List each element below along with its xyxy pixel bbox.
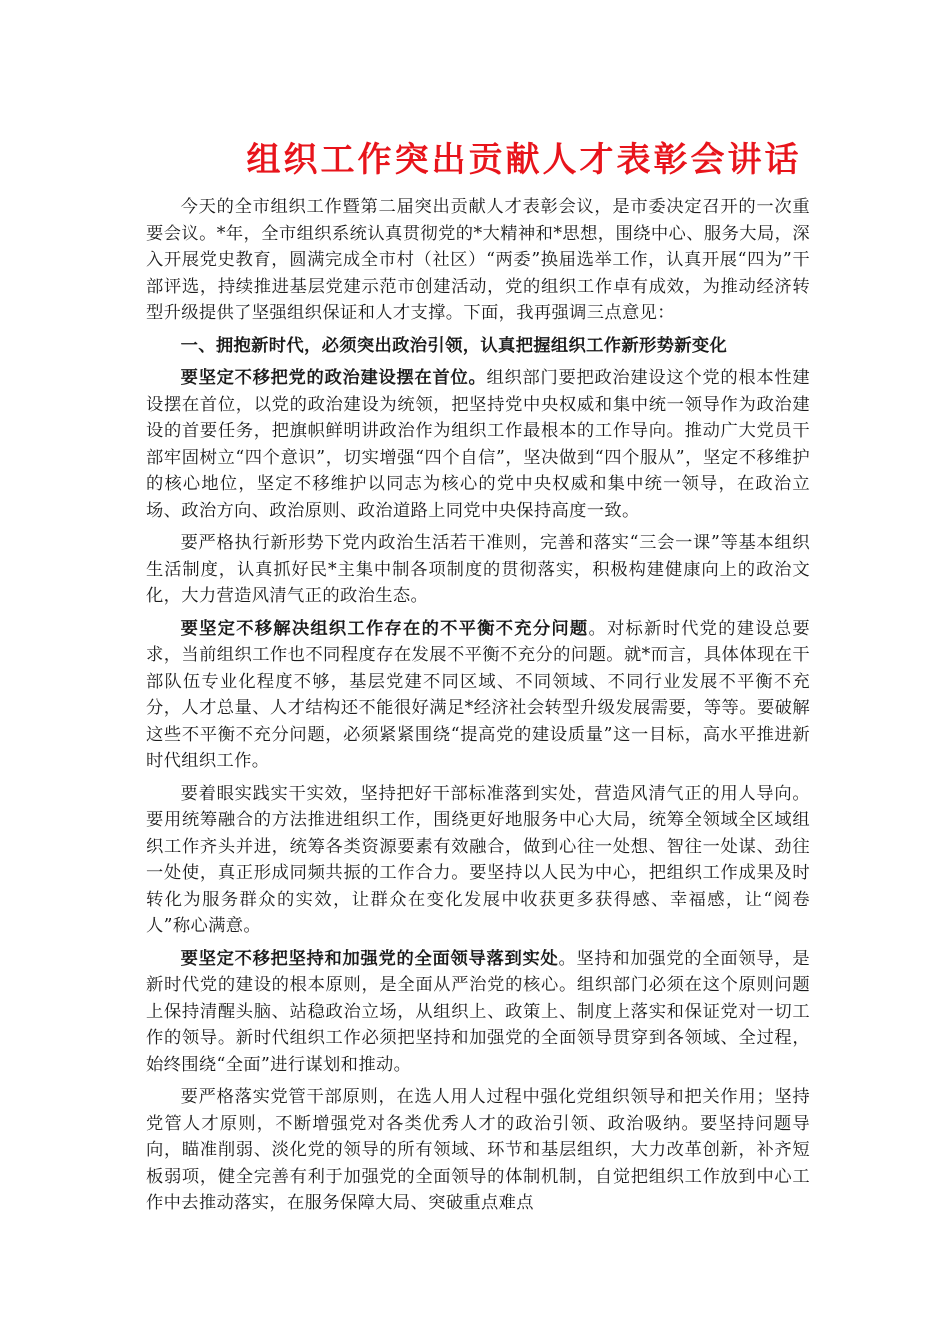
paragraph-leadership	[146, 946, 810, 1079]
paragraph-political-life	[146, 530, 810, 610]
paragraph-text: 组织部门要把政治建设这个党的根本性建设摆在首位，以党的政治建设为统领，把坚持党中央权威和集中统一领导作为政治建设的首要任务，把旗帜鲜明讲政治作为组织工作最根本的工作导向。推动广大党员干部牢固树立“四个意识”，切实增强“四个自信”，坚决做到“四个服从”，坚定不移维护的核心地位，坚定不移维护以同志为核心的党中央权威和集中统一领导，在政治立场、政治方向、政治原则、政治道路上同党中央保持高度一致。	[146, 368, 810, 521]
paragraph-text: 。坚持和加强党的全面领导，是新时代党的建设的根本原则，是全面从严治党的核心。组织部门必须在这个原则问题上保持清醒头脑、站稳政治立场，从组织上、政策上、制度上落实和保证党对一切工作的领导。新时代组织工作必须把坚持和加强党的全面领导贯穿到各领域、全过程，始终围绕“全面”进行谋划和推动。	[146, 948, 810, 1075]
paragraph-lead: 要坚定不移把党的政治建设摆在首位。	[180, 368, 487, 388]
paragraph-text: 要严格执行新形势下党内政治生活若干准则，完善和落实“三会一课”等基本组织生活制度，认真抓好民*主集中制各项制度的贯彻落实，积极构建健康向上的政治文化，大力营造风清气正的政治生态。	[146, 533, 810, 606]
paragraph-practice	[146, 781, 810, 940]
paragraph-intro	[146, 194, 810, 327]
document-title: 组织工作突出贡献人才表彰会讲话	[246, 140, 802, 180]
paragraph-text: 。对标新时代党的建设总要求，当前组织工作也不同程度存在发展不平衡不充分的问题。就*而言，具体体现在干部队伍专业化程度不够，基层党建不同区域、不同领域、不同行业发展不平衡不充分，人才总量、人才结构还不能很好满足*经济社会转型升级发展需要，等等。要破解这些不平衡不充分问题，必须紧紧围绕“提高党的建设质量”这一目标，高水平推进新时代组织工作。	[146, 618, 811, 771]
paragraph-text: 要严格落实党管干部原则，在选人用人过程中强化党组织领导和把关作用；坚持党管人才原则，不断增强党对各类优秀人才的政治引领、政治吸纳。要坚持问题导向，瞄准削弱、淡化党的领导的所有领域、环节和基层组织，大力改革创新，补齐短板弱项，健全完善有利于加强党的全面领导的体制机制，自觉把组织工作放到中心工作中去推动落实，在服务保障大局、突破重点难点	[146, 1087, 810, 1213]
paragraph-imbalance	[146, 616, 810, 775]
section-heading-1: 一、拥抱新时代，必须突出政治引领，认真把握组织工作新形势新变化	[180, 335, 728, 356]
paragraph-text: 要着眼实践实干实效，坚持把好干部标准落到实处，营造风清气正的用人导向。要用统筹融合的方法推进组织工作，围绕更好地服务中心大局，统筹全领域全区域组织工作齐头并进，统筹各类资源要素有效融合，做到心往一处想、智往一处谋、劲往一处使，真正形成同频共振的工作合力。要坚持以人民为中心，把组织工作成果及时转化为服务群众的实效，让群众在变化发展中收获更多获得感、幸福感，让“阅卷人”称心满意。	[146, 783, 810, 936]
paragraph-cadre-management	[146, 1084, 810, 1217]
paragraph-lead: 要坚定不移解决组织工作存在的不平衡不充分问题	[180, 618, 589, 639]
paragraph-text: 今天的全市组织工作暨第二届突出贡献人才表彰会议，是市委决定召开的一次重要会议。*年，全市组织系统认真贯彻党的*大精神和*思想，围绕中心、服务大局，深入开展党史教育，圆满完成全市村（社区）“两委”换届选举工作，认真开展“四为”干部评选，持续推进基层党建示范市创建活动，党的组织工作卓有成效，为推动经济转型升级提供了坚强组织保证和人才支撑。下面，我再强调三点意见：	[146, 197, 810, 323]
paragraph-lead: 要坚定不移把坚持和加强党的全面领导落到实处	[180, 948, 559, 969]
paragraph-political-building	[146, 365, 810, 524]
